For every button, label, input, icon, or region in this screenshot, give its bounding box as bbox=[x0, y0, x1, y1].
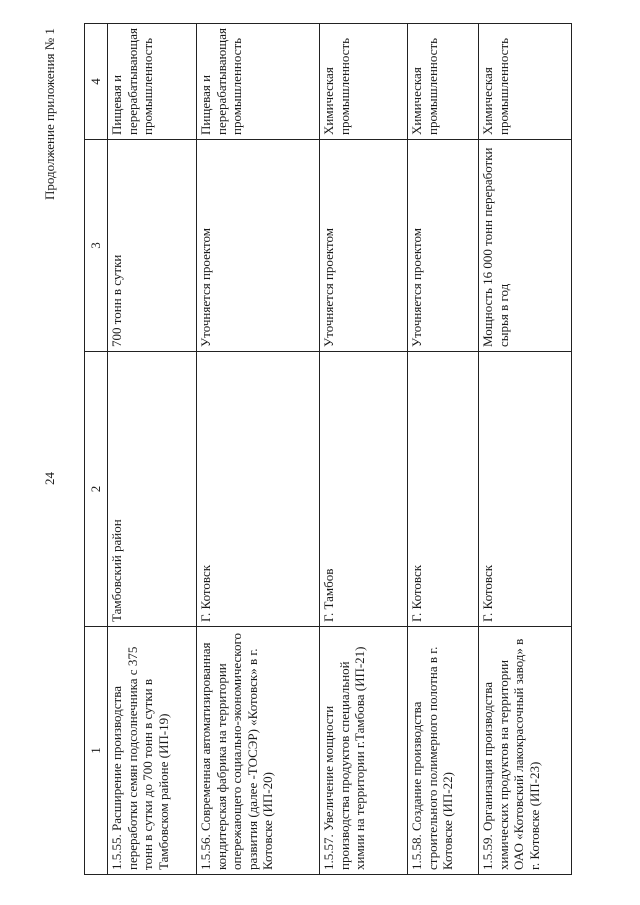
table-row bbox=[320, 24, 408, 875]
location-cell: Г. Котовск bbox=[408, 352, 479, 627]
location-cell: Тамбовский район bbox=[108, 352, 197, 627]
industry-cell: Химическая промышленность bbox=[479, 24, 572, 140]
appendix-note: Продолжение приложения № 1 bbox=[42, 28, 57, 200]
table-row bbox=[479, 24, 572, 875]
project-name-cell: 1.5.56. Современная автоматизированная кондитерская фабрика на территории опережающего социально-экономического развития (далее -ТОСЭР) «Котовск» в г. Котовске (ИП-20) bbox=[197, 627, 320, 875]
table-row bbox=[408, 24, 479, 875]
capacity-cell: Мощность 16 000 тонн переработки сырья в год bbox=[479, 140, 572, 352]
page-number: 24 bbox=[42, 472, 57, 485]
industry-cell: Химическая промышленность bbox=[408, 24, 479, 140]
column-header: 1 bbox=[85, 627, 108, 875]
project-name-cell: 1.5.57. Увеличение мощности производства продуктов специальной химии на территории г.Тамбова (ИП-21) bbox=[320, 627, 408, 875]
column-header: 3 bbox=[85, 140, 108, 352]
project-name-cell: 1.5.55. Расширение производства переработки семян подсолнечника с 375 тонн в сутки до 700 тонн в сутки в Тамбовском районе (ИП-19) bbox=[108, 627, 197, 875]
column-number-row bbox=[85, 24, 108, 875]
location-cell: Г. Котовск bbox=[197, 352, 320, 627]
project-name-cell: 1.5.59. Организация производства химических продуктов на территории ОАО «Котовский лакокрасочный завод» в г. Котовске (ИП-23) bbox=[479, 627, 572, 875]
location-cell: Г. Тамбов bbox=[320, 352, 408, 627]
investment-projects-table bbox=[84, 23, 572, 875]
column-header: 4 bbox=[85, 24, 108, 140]
industry-cell: Химическая промышленность bbox=[320, 24, 408, 140]
capacity-cell: 700 тонн в сутки bbox=[108, 140, 197, 352]
industry-cell: Пищевая и перерабатывающая промышленность bbox=[108, 24, 197, 140]
capacity-cell: Уточняется проектом bbox=[408, 140, 479, 352]
location-cell: Г. Котовск bbox=[479, 352, 572, 627]
column-header: 2 bbox=[85, 352, 108, 627]
capacity-cell: Уточняется проектом bbox=[320, 140, 408, 352]
project-name-cell: 1.5.58. Создание производства строительного полимерного полотна в г. Котовске (ИП-22) bbox=[408, 627, 479, 875]
table-row bbox=[108, 24, 197, 875]
table-row bbox=[197, 24, 320, 875]
capacity-cell: Уточняется проектом bbox=[197, 140, 320, 352]
industry-cell: Пищевая и перерабатывающая промышленность bbox=[197, 24, 320, 140]
